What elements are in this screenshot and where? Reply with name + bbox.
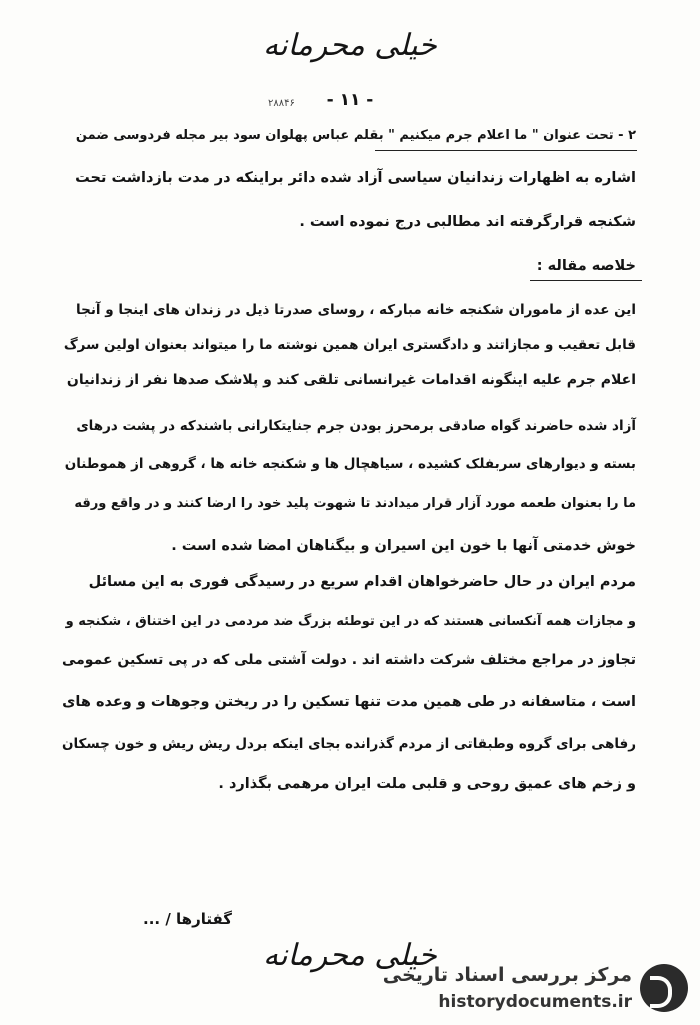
archive-logo-icon — [640, 964, 688, 1012]
body-line: رفاهی برای گروه وطبقاتی از مردم گذرانده بجای اینکه بردل ریش ریش و خون چسکان — [61, 736, 636, 752]
body-line: تجاوز در مراجع مختلف شرکت داشته اند . دولت آشتی ملی که در پی تسکین عمومی — [61, 652, 636, 668]
document-code: ۲۸۸۴۶ — [268, 98, 295, 109]
body-line: اشاره به اظهارات زندانیان سیاسی آزاد شده دائر براینکه در مدت بازداشت تحت — [75, 170, 636, 186]
summary-underline — [530, 280, 642, 281]
body-line: قابل تعقیب و مجازاتند و دادگستری ایران همین نوشته ما را میتواند بعنوان اولین سرگ — [63, 337, 636, 353]
body-line: اعلام جرم علیه اینگونه اقدامات غیرانسانی تلقی کند و پلاشک صدها نفر از زندانیان — [66, 372, 636, 388]
page-number: - ۱۱ - — [326, 90, 374, 110]
body-line: است ، متاسفانه در طی همین مدت تنها تسکین را در ریختن وجوهات و وعده های — [62, 694, 636, 710]
continuation-label: گفتارها / ... — [143, 910, 232, 928]
body-line: این عده از ماموران شکنجه خانه مبارکه ، روسای صدرتا ذیل در زندان های اینجا و آنجا — [76, 302, 636, 318]
body-line: و زخم های عمیق روحی و قلبی ملت ایران مرهمی بگذارد . — [218, 776, 636, 792]
body-line: ما را بعنوان طعمه مورد آزار قرار میدادند تا شهوت پلید خود را ارضا کنند و در واقع ورقه — [74, 496, 636, 511]
body-line: آزاد شده حاضرند گواه صادقی برمحرز بودن جرم جنایتکارانی باشندکه در پشت درهای — [76, 418, 636, 434]
body-line: خوش خدمتی آنها با خون این اسیران و بیگناهان امضا شده است . — [171, 538, 636, 554]
watermark-url: historydocuments.ir — [438, 992, 632, 1012]
body-line: مردم ایران در حال حاضرخواهان اقدام سریع در رسیدگی فوری به این مسائل — [88, 574, 636, 590]
watermark — [382, 962, 688, 1018]
classification-stamp-top: خیلی محرمانه — [263, 28, 437, 63]
watermark-title: مرکز بررسی اسناد تاریخی — [382, 964, 632, 986]
body-line: شکنجه قرارگرفته اند مطالبی درج نموده است . — [299, 214, 636, 230]
summary-heading: خلاصه مقاله : — [536, 258, 636, 274]
body-line: و مجازات همه آنکسانی هستند که در این توطئه بزرگ ضد مردمی در این اختناق ، شکنجه و — [65, 614, 636, 629]
title-underline — [375, 150, 637, 151]
classification-stamp-bottom: خیلی محرمانه — [263, 938, 437, 973]
body-line: بسته و دیوارهای سربفلک کشیده ، سیاهچال ها و شکنجه خانه ها ، گروهی از هموطنان — [64, 456, 636, 472]
body-line: ۲ - تحت عنوان " ما اعلام جرم میکنیم " بقلم عباس پهلوان سود بیر مجله فردوسی ضمن — [75, 128, 636, 143]
